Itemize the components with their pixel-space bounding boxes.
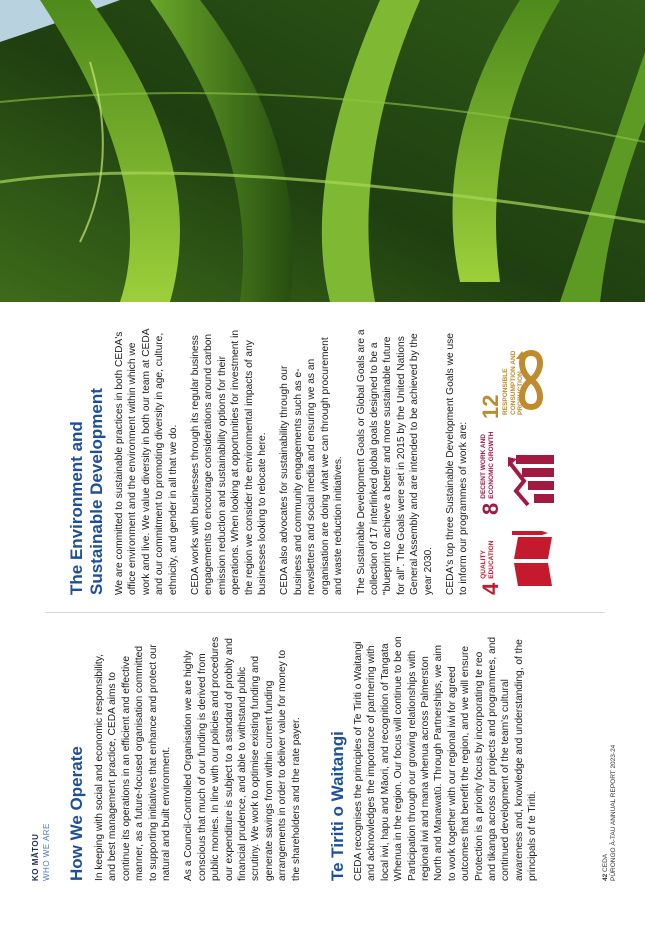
sdg-goal-12: [480, 324, 560, 419]
footer-org: CEDA: [602, 853, 609, 872]
paragraph: CEDA works with businesses through its regular business engagements to encourage considerations around carbon emission reduction and sustainability options for their operations. When looking at opportunities for investment in the region we consider the environmental impacts of any businesses looking to relocate here.: [190, 329, 269, 595]
sdg-title-line2: CONSUMPTION AND PRODUCTION: [509, 350, 524, 415]
environment-heading: The Environment and Sustainable Development: [67, 388, 106, 595]
sdg-title-line2: EDUCATION: [487, 540, 495, 579]
paragraph: We are committed to sustainable practices in both CEDA's office environment and the environment within which we work and live. We value diversity in both our team at CEDA and our commitment to promoting diversity in age, culture, ethnicity, and gender in all that we do.: [114, 329, 179, 595]
page-number: 42: [602, 873, 609, 881]
sdg-goal-8: [480, 423, 560, 515]
maize-leaves-photo: [0, 0, 645, 302]
paragraph: As a Council-Controlled Organisation we are highly conscious that much of our funding is derived from public monies. In line with our policies and procedures our expenditure is subject to a standard of probity and financial prudence, and able to withstand public scrutiny. We work to optimise existing funding and generate savings from within current funding arrangements in order to deliver value for money to the shareholders and the rate payer.: [183, 636, 302, 881]
sdg-title: [480, 432, 495, 499]
infinity-loop-icon: [509, 347, 550, 415]
sdg-title-line2: ECONOMIC GROWTH: [487, 431, 495, 499]
section-eyebrow: [30, 823, 52, 881]
footer-report-title: PŪRONGO Ā-TAU ANNUAL REPORT 2023-24: [610, 744, 617, 881]
te-tiriti-body: [352, 636, 549, 881]
paragraph: CEDA recognises the principles of Te Tiriti o Waitangi and acknowledges the importance of partnering with local iwi, hapu and Māori, and recognition of Tangata Whenua in the region. Our focus will continue to be on Participation through our growing relationships with regional iwi and mana whenua across Palmerston North and Manawatū. Through Partnerships, we aim to work together with our regional iwi for agreed outcomes that benefit the region, and we will ensure Protection is a priority focus by incorporating te reo and tikanga across our projects and programmes, and continued development of the team's cultural awareness and, knowledge and understanding, of the principals of te Tiriti.: [353, 636, 539, 881]
how-we-operate-heading: How We Operate: [67, 746, 86, 881]
column-divider: [45, 612, 605, 613]
book-pencil-icon: [510, 531, 554, 589]
sdg-goal-4: [480, 517, 560, 595]
te-tiriti-heading: Te Tiriti o Waitangi: [328, 731, 347, 881]
paragraph: In keeping with social and economic responsibility, and best management practice, CEDA aims to continue its operations in an efficient and effective manner, as a future-focused organisation committed to supporting initiatives that enhance and protect our natural and built environment.: [94, 644, 173, 881]
growth-chart-icon: [508, 449, 554, 507]
eyebrow-maori: KO MĀTOU: [31, 833, 40, 881]
page-footer: [602, 745, 618, 881]
sdg-title-line1: QUALITY: [480, 550, 487, 579]
eyebrow-english: WHO WE ARE: [42, 823, 51, 881]
sdg-title-line1: DECENT WORK AND: [480, 433, 487, 499]
paragraph: CEDA's top three Sustainable Development Goals we use to inform our programmes of work are:: [444, 333, 470, 595]
sdg-title-line1: RESPONSIBLE: [502, 368, 509, 415]
environment-body: [113, 325, 480, 595]
sdg-number: 4: [478, 582, 503, 595]
sdg-number: 12: [478, 394, 503, 419]
paragraph: The Sustainable Development Goals or Global Goals are a collection of 17 interlinked global goals designed to be a "blueprint to achieve a better and more sustainable future for all". The Goals were set in 2015 by the United Nations General Assembly and are intended to be achieved by the year 2030.: [355, 329, 434, 595]
sdg-number: 8: [478, 502, 503, 515]
sdg-title: [480, 541, 495, 579]
paragraph: CEDA also advocates for sustainability through our business and community engagements such as e-newsletters and social media and ensuring we as an organisation are doing what we can through procurement and waste reduction initiatives.: [279, 337, 345, 595]
how-we-operate-body: [93, 636, 312, 881]
